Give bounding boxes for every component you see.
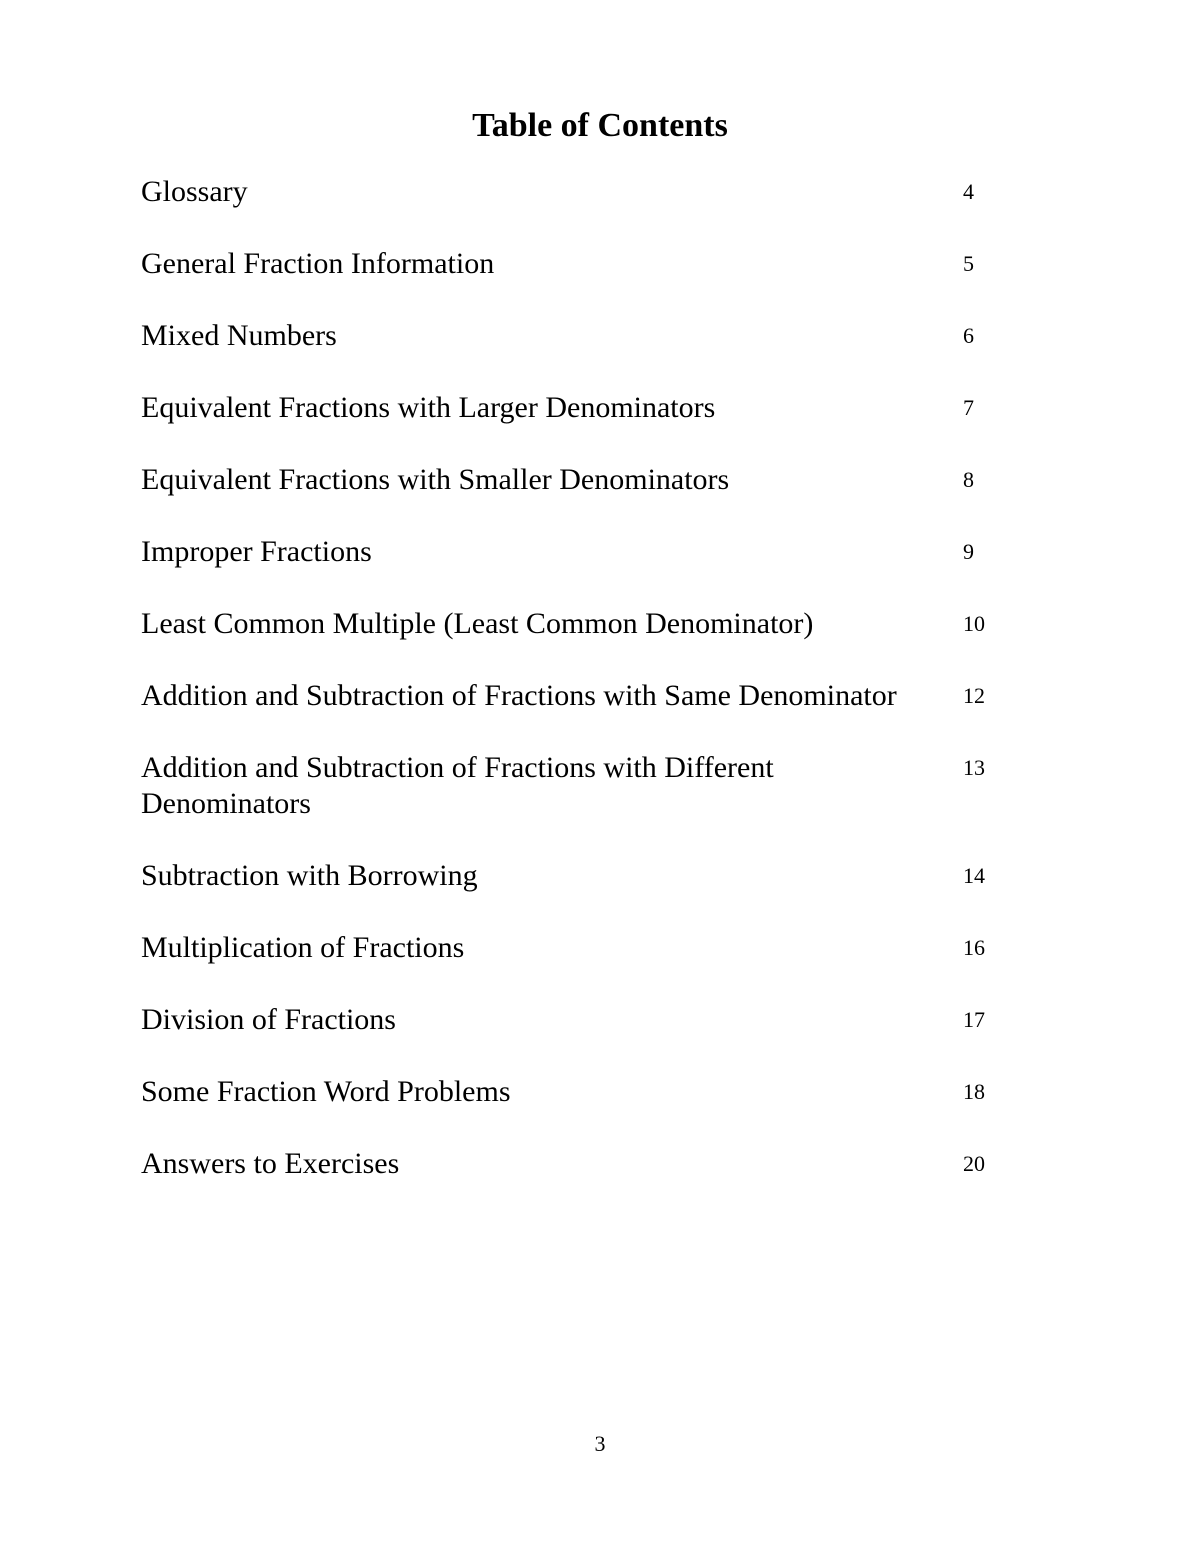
toc-entry-label: Improper Fractions <box>141 535 372 568</box>
toc-entry <box>141 174 1021 210</box>
toc-entry-page: 16 <box>963 935 985 960</box>
toc-entry-page: 12 <box>963 683 985 708</box>
toc-entry-page: 20 <box>963 1151 985 1176</box>
toc-entry <box>141 534 1021 570</box>
toc-entry-page: 7 <box>963 395 974 420</box>
toc-entry-label: Mixed Numbers <box>141 319 337 352</box>
toc-entry <box>141 390 1021 426</box>
toc-entry-page: 5 <box>963 251 974 276</box>
toc-entry-page: 13 <box>963 755 985 780</box>
toc-entry <box>141 930 1021 966</box>
toc-entry-label: Addition and Subtraction of Fractions with Same Denominator <box>141 679 897 712</box>
toc-entry <box>141 462 1021 498</box>
toc-entry-label: Multiplication of Fractions <box>141 931 465 964</box>
toc-entry-label: Glossary <box>141 175 248 208</box>
toc-entry <box>141 678 1021 714</box>
toc-entry-page: 9 <box>963 539 974 564</box>
toc-entry <box>141 1146 1021 1182</box>
toc-entry-page: 6 <box>963 323 974 348</box>
toc-entry-label: General Fraction Information <box>141 247 495 280</box>
toc-entry-page: 8 <box>963 467 974 492</box>
toc-entry <box>141 1002 1021 1038</box>
toc-entry-page: 17 <box>963 1007 985 1032</box>
toc-entry <box>141 246 1021 282</box>
toc-entry-label: Subtraction with Borrowing <box>141 859 478 892</box>
toc-entry <box>141 858 1021 894</box>
toc-entry-label: Least Common Multiple (Least Common Denominator) <box>141 607 814 640</box>
toc-entry <box>141 750 1021 822</box>
toc-entry-page: 4 <box>963 179 974 204</box>
toc-entry-label: Equivalent Fractions with Smaller Denominators <box>141 463 730 496</box>
toc-entry <box>141 1074 1021 1110</box>
toc-entry-label: Some Fraction Word Problems <box>141 1075 511 1108</box>
toc-entry-label: Addition and Subtraction of Fractions with Different Denominators <box>141 751 774 820</box>
toc-entry-page: 18 <box>963 1079 985 1104</box>
toc-entry-label: Answers to Exercises <box>141 1147 400 1180</box>
toc-entry-label: Division of Fractions <box>141 1003 396 1036</box>
table-of-contents <box>141 174 1021 1218</box>
page-title: Table of Contents <box>472 107 728 144</box>
toc-entry-label: Equivalent Fractions with Larger Denominators <box>141 391 716 424</box>
toc-entry-page: 14 <box>963 863 985 888</box>
toc-entry <box>141 606 1021 642</box>
toc-entry-page: 10 <box>963 611 985 636</box>
page-number: 3 <box>594 1431 606 1456</box>
toc-entry <box>141 318 1021 354</box>
